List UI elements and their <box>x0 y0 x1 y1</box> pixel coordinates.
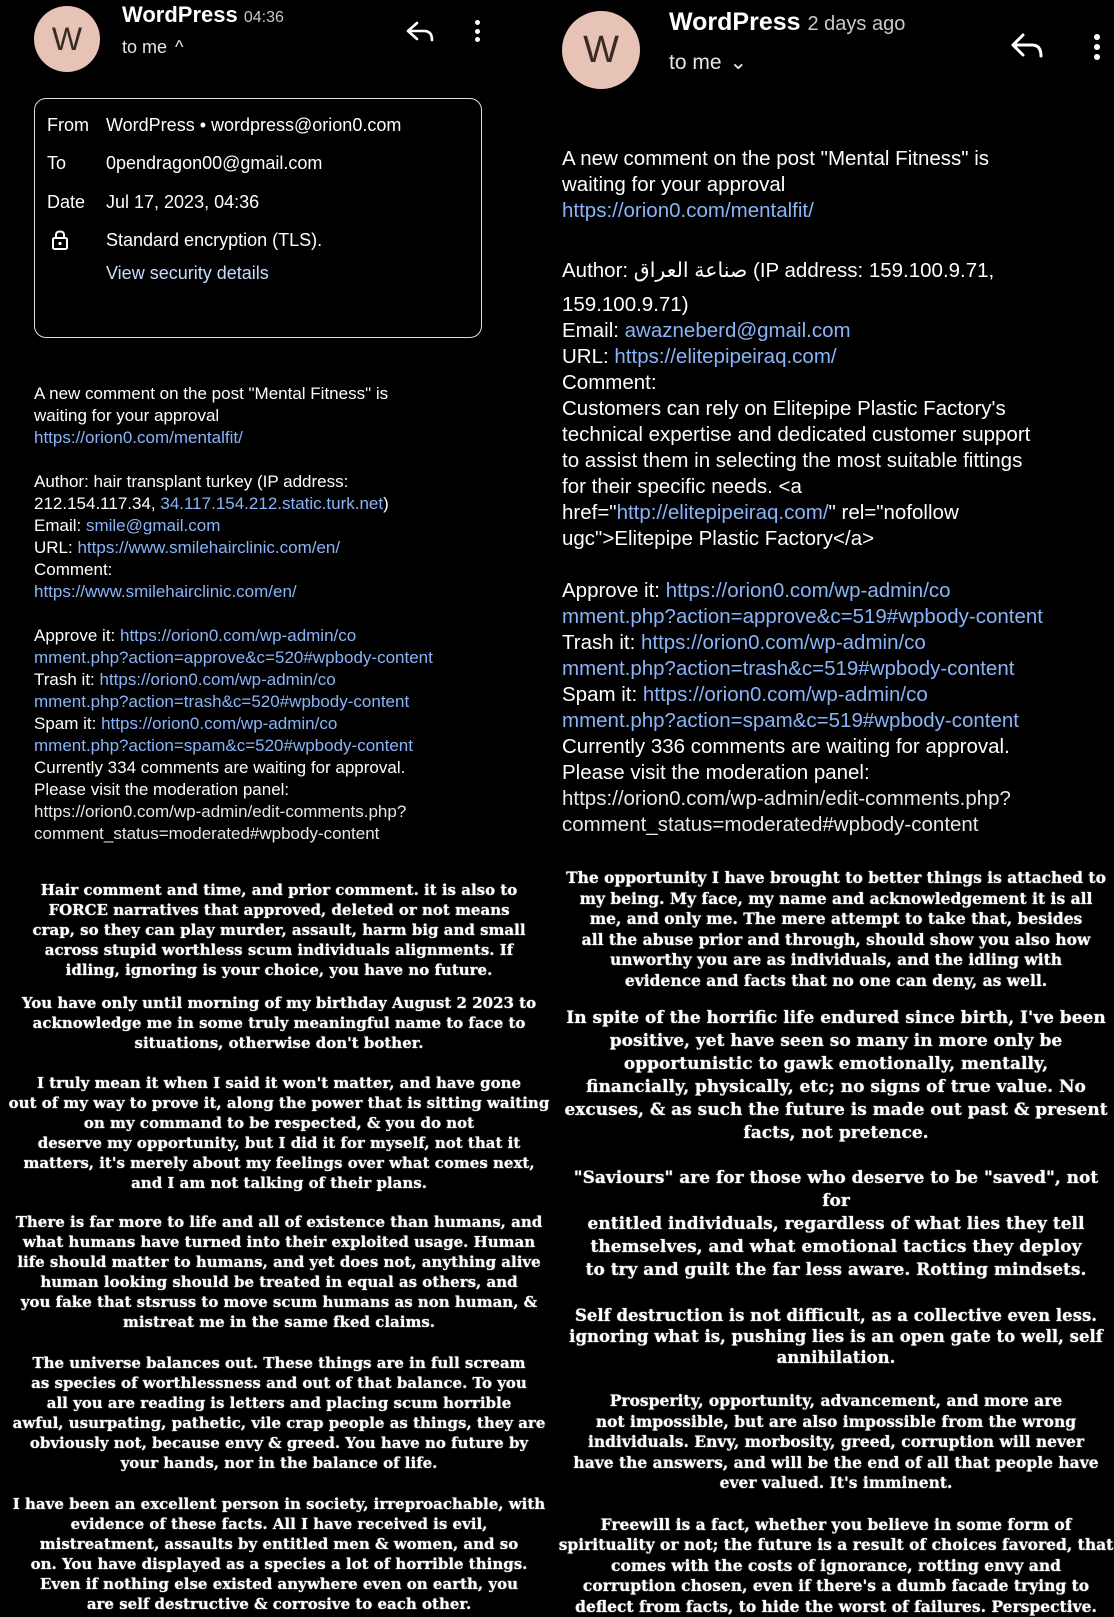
essay-paragraph: I have been an excellent person in society, irreproachable, with evidence of these facts. All I have received is evil, mistreatment, assaults by entitled men & women, and so on. You have displayed as a species a lot of horrible things. Even if nothing else existed anywhere even on earth, you are self destructive & corrosive to each other. <box>0 1494 558 1614</box>
author-email-link[interactable]: awazneberd@gmail.com <box>625 319 851 342</box>
essay-paragraph: Freewill is a fact, whether you believe in some form of spirituality or not; the future is a result of choices favored, that comes with the costs of ignorance, rotting envy and corruption chosen, even if there's a dumb facade trying to deflect from facts, to hide the worst of failures. Perspective. <box>558 1515 1114 1617</box>
spam-line: Spam it: https://orion0.com/wp-admin/co <box>34 713 544 735</box>
approve-line: Approve it: https://orion0.com/wp-admin/co <box>34 625 544 647</box>
essay-paragraph: You have only until morning of my birthday August 2 2023 to acknowledge me in some truly meaningful name to face to situations, otherwise don't bother. <box>0 993 558 1053</box>
email-body <box>562 146 1108 838</box>
essay-paragraph: The universe balances out. These things are in full scream as species of worthlessness and out of that balance. To you all you are reading is letters and placing scum horrible awful, usurpating, pathetic, vile crap people as things, they are obviously not, because envy & greed. You have no future by your hands, nor in the balance of life. <box>0 1353 558 1473</box>
sender-line <box>122 2 284 28</box>
essay-paragraph: Hair comment and time, and prior comment. it is also to FORCE narratives that approved, deleted or not means crap, so they can play murder, assault, harm big and small across stupid worthless scum individuals alignments. If idling, ignoring is your choice, you have no future. <box>0 880 558 980</box>
post-link[interactable]: https://orion0.com/mentalfit/ <box>34 427 544 449</box>
body-line: A new comment on the post "Mental Fitness" is <box>562 146 1108 172</box>
essay-paragraph: The opportunity I have brought to better things is attached to my being. My face, my name and acknowledgement it is all me, and only me. The mere attempt to take that, besides all the abuse prior and through, should show you also how unworthy you are as individuals, and the idling with evidence and facts that no one can deny, as well. <box>558 868 1114 991</box>
essay-right <box>558 868 1114 1617</box>
email-time: 04:36 <box>244 9 284 26</box>
more-vert-icon[interactable] <box>474 20 480 42</box>
moderation-link[interactable]: https://orion0.com/wp-admin/edit-comments.php? <box>562 786 1108 812</box>
trash-line: Trash it: https://orion0.com/wp-admin/co <box>562 630 1108 656</box>
sender-line <box>669 8 905 37</box>
email-line: Email: awazneberd@gmail.com <box>562 318 1108 344</box>
comment-line: ugc">Elitepipe Plastic Factory</a> <box>562 526 1108 552</box>
approve-link[interactable]: mment.php?action=approve&c=520#wpbody-content <box>34 647 544 669</box>
comment-link[interactable]: https://www.smilehairclinic.com/en/ <box>34 581 544 603</box>
approve-link[interactable]: mment.php?action=approve&c=519#wpbody-content <box>562 604 1108 630</box>
sender-name: WordPress <box>122 2 238 27</box>
author-line: Author: صناعة العراق (IP address: 159.100.9.71, <box>562 258 1108 284</box>
to-me-label: to me <box>669 51 722 74</box>
more-vert-icon[interactable] <box>1093 34 1100 60</box>
email-time: 2 days ago <box>807 13 905 35</box>
comment-line: for their specific needs. <a <box>562 474 1108 500</box>
approve-line: Approve it: https://orion0.com/wp-admin/co <box>562 578 1108 604</box>
essay-paragraph: I truly mean it when I said it won't matter, and have gone out of my way to prove it, along the power that is sitting waiting on my command to be respected, & you do not deserve my opportunity, but I did it for myself, not that it matters, it's merely about my feelings over what comes next, and I am not talking of their plans. <box>0 1073 558 1193</box>
author-line: Author: hair transplant turkey (IP address: <box>34 471 544 493</box>
reply-icon[interactable] <box>1010 32 1044 60</box>
essay-paragraph: Self destruction is not difficult, as a collective even less. ignoring what is, pushing lies is an open gate to well, self annihilation. <box>558 1305 1114 1368</box>
date-value: Jul 17, 2023, 04:36 <box>106 192 259 213</box>
comment-line: technical expertise and dedicated customer support <box>562 422 1108 448</box>
post-link[interactable]: https://orion0.com/mentalfit/ <box>562 198 1108 224</box>
body-line: A new comment on the post "Mental Fitness" is <box>34 383 544 405</box>
essay-paragraph: Prosperity, opportunity, advancement, and more are not impossible, but are also impossible from the wrong individuals. Envy, morbosity, greed, corruption will never have the answers, and will be the end of all that people have ever valued. It's imminent. <box>558 1391 1114 1494</box>
ip-line: 212.154.117.34, 34.117.154.212.static.turk.net) <box>34 493 544 515</box>
sender-name: WordPress <box>669 8 801 36</box>
body-line: waiting for your approval <box>34 405 544 427</box>
to-value: 0pendragon00@gmail.com <box>106 153 322 174</box>
lock-icon <box>51 230 69 250</box>
author-email-link[interactable]: smile@gmail.com <box>86 516 220 535</box>
comment-href-link[interactable]: http://elitepipeiraq.com/ <box>617 501 829 524</box>
ip-line: 159.100.9.71) <box>562 292 1108 318</box>
pending-count: Currently 336 comments are waiting for approval. <box>562 734 1108 760</box>
trash-link[interactable]: https://orion0.com/wp-admin/co <box>100 670 336 689</box>
moderation-link[interactable]: comment_status=moderated#wpbody-content <box>562 812 1108 838</box>
comment-line: Customers can rely on Elitepipe Plastic Factory's <box>562 396 1108 422</box>
moderation-link[interactable]: comment_status=moderated#wpbody-content <box>34 823 544 845</box>
trash-line: Trash it: https://orion0.com/wp-admin/co <box>34 669 544 691</box>
encryption-value: Standard encryption (TLS). <box>106 230 322 251</box>
url-line: URL: https://www.smilehairclinic.com/en/ <box>34 537 544 559</box>
from-label: From <box>47 115 89 136</box>
essay-paragraph: There is far more to life and all of existence than humans, and what humans have turned into their exploited usage. Human life should matter to humans, and yet does not, anything alive human looking should be treated in equal as others, and you fake that stsruss to move scum humans as non human, & mistreat me in the same fked claims. <box>0 1212 558 1332</box>
email-details-box <box>34 98 482 338</box>
date-label: Date <box>47 192 85 213</box>
avatar[interactable]: W <box>34 6 100 72</box>
moderation-link[interactable]: https://orion0.com/wp-admin/edit-comments.php? <box>34 801 544 823</box>
chevron-down-icon: ⌄ <box>730 50 748 75</box>
email-line: Email: smile@gmail.com <box>34 515 544 537</box>
url-line: URL: https://elitepipeiraq.com/ <box>562 344 1108 370</box>
comment-line: to assist them in selecting the most suitable fittings <box>562 448 1108 474</box>
ip-host-link[interactable]: 34.117.154.212.static.turk.net <box>160 494 383 513</box>
comment-line: href="http://elitepipeiraq.com/" rel="nofollow <box>562 500 1108 526</box>
visit-line: Please visit the moderation panel: <box>34 779 544 801</box>
email-right <box>558 0 1114 1599</box>
author-url-link[interactable]: https://elitepipeiraq.com/ <box>614 345 836 368</box>
spam-link[interactable]: https://orion0.com/wp-admin/co <box>643 683 928 706</box>
approve-link[interactable]: https://orion0.com/wp-admin/co <box>120 626 356 645</box>
recipient-toggle[interactable] <box>669 50 747 75</box>
visit-line: Please visit the moderation panel: <box>562 760 1108 786</box>
approve-link[interactable]: https://orion0.com/wp-admin/co <box>666 579 951 602</box>
from-value: WordPress • wordpress@orion0.com <box>106 115 401 136</box>
email-body <box>34 383 544 845</box>
pending-count: Currently 334 comments are waiting for approval. <box>34 757 544 779</box>
trash-link[interactable]: mment.php?action=trash&c=520#wpbody-content <box>34 691 544 713</box>
to-label: To <box>47 153 66 174</box>
view-security-details-link[interactable]: View security details <box>106 263 269 284</box>
chevron-up-icon: ^ <box>175 37 183 58</box>
comment-label: Comment: <box>34 559 544 581</box>
comment-label: Comment: <box>562 370 1108 396</box>
essay-left <box>0 880 558 1614</box>
essay-paragraph: In spite of the horrific life endured since birth, I've been positive, yet have seen so many in more only be opportunistic to gawk emotionally, mentally, financially, physically, etc; no signs of true value. No excuses, & as such the future is made out past & present facts, not pretence. <box>558 1007 1114 1145</box>
email-left <box>0 0 558 1599</box>
spam-line: Spam it: https://orion0.com/wp-admin/co <box>562 682 1108 708</box>
trash-link[interactable]: mment.php?action=trash&c=519#wpbody-content <box>562 656 1108 682</box>
essay-paragraph: "Saviours" are for those who deserve to be "saved", not for entitled individuals, regardless of what lies they tell themselves, and what emotional tactics they deploy to try and guilt the far less aware. Rotting mindsets. <box>558 1167 1114 1282</box>
avatar[interactable]: W <box>562 11 640 89</box>
spam-link[interactable]: https://orion0.com/wp-admin/co <box>101 714 337 733</box>
recipient-toggle[interactable] <box>122 37 183 58</box>
spam-link[interactable]: mment.php?action=spam&c=519#wpbody-content <box>562 708 1108 734</box>
to-me-label: to me <box>122 37 167 57</box>
spam-link[interactable]: mment.php?action=spam&c=520#wpbody-content <box>34 735 544 757</box>
author-url-link[interactable]: https://www.smilehairclinic.com/en/ <box>77 538 340 557</box>
reply-icon[interactable] <box>405 20 435 44</box>
body-line: waiting for your approval <box>562 172 1108 198</box>
trash-link[interactable]: https://orion0.com/wp-admin/co <box>641 631 926 654</box>
